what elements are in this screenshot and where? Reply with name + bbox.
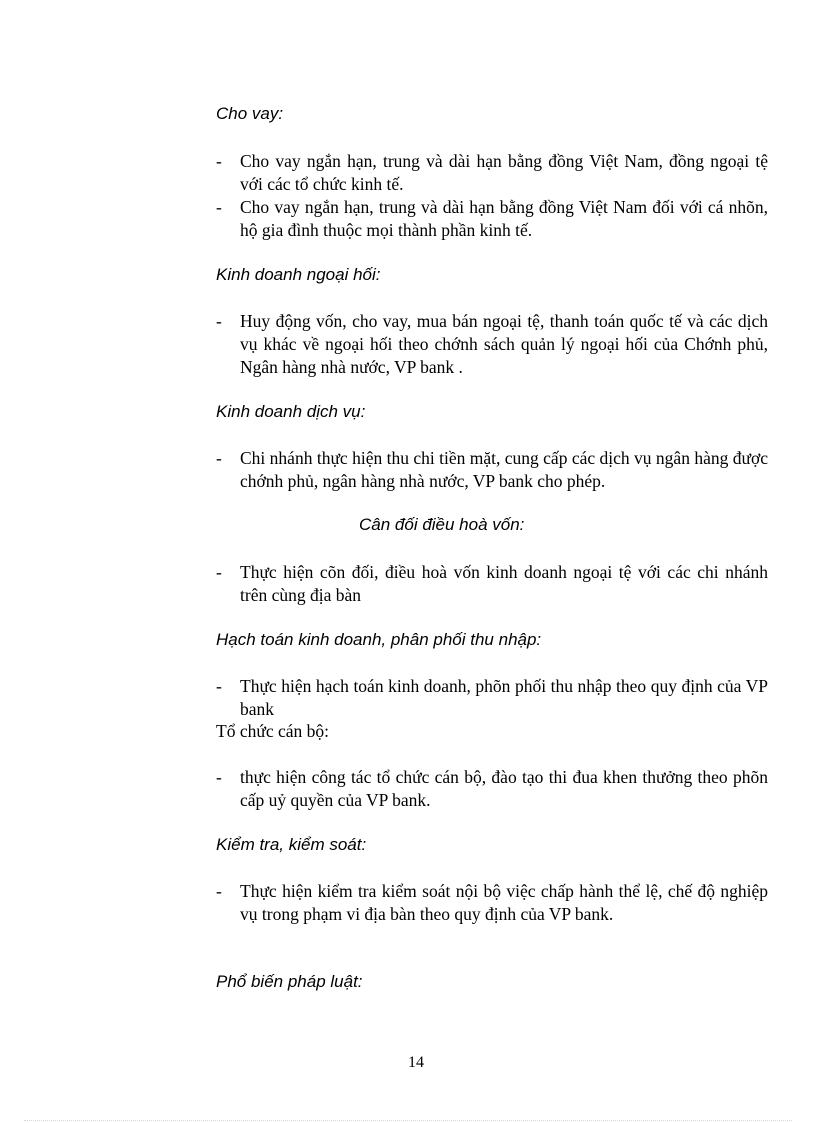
bullet-item-dich-vu-1 xyxy=(216,447,768,493)
bullet-text: thực hiện công tác tổ chức cán bộ, đào tạo thi đua khen thưởng theo phõn cấp uỷ quyền của VP bank. xyxy=(240,767,768,810)
bullet-text: Cho vay ngắn hạn, trung và dài hạn bằng đồng Việt Nam đối với cá nhõn, hộ gia đình thuộc mọi thành phần kinh tế. xyxy=(240,197,768,240)
bullet-dash: - xyxy=(216,197,222,217)
bullet-item-kiem-tra-1 xyxy=(216,880,768,926)
section-heading-to-chuc: Tổ chức cán bộ: xyxy=(216,721,329,741)
bullet-item-to-chuc-1 xyxy=(216,766,768,812)
bullet-text: Thực hiện hạch toán kinh doanh, phõn phối thu nhập theo quy định của VP bank xyxy=(240,676,768,719)
bullet-item-ngoai-hoi-1 xyxy=(216,310,768,379)
bullet-text: Thực hiện kiểm tra kiểm soát nội bộ việc chấp hành thể lệ, chế độ nghiệp vụ trong phạm vi địa bàn theo quy định của VP bank. xyxy=(240,881,768,924)
bullet-text: Chi nhánh thực hiện thu chi tiền mặt, cung cấp các dịch vụ ngân hàng được chớnh phủ, ngân hàng nhà nước, VP bank cho phép. xyxy=(240,448,768,491)
page-bottom-divider xyxy=(24,1120,792,1121)
bullet-dash: - xyxy=(216,448,222,468)
bullet-dash: - xyxy=(216,881,222,901)
bullet-text: Thực hiện cõn đối, điều hoà vốn kinh doanh ngoại tệ với các chi nhánh trên cùng địa bàn xyxy=(240,562,768,605)
bullet-dash: - xyxy=(216,311,222,331)
bullet-item-can-doi-1 xyxy=(216,561,768,607)
section-heading-hach-toan: Hạch toán kinh doanh, phân phối thu nhập: xyxy=(216,630,542,649)
page-number: 14 xyxy=(408,1054,424,1071)
bullet-dash: - xyxy=(216,676,222,696)
bullet-item-hach-toan-1 xyxy=(216,675,768,721)
bullet-text: Cho vay ngắn hạn, trung và dài hạn bằng đồng Việt Nam, đồng ngoại tệ với các tổ chức kinh tế. xyxy=(240,151,768,194)
section-heading-kiem-tra: Kiểm tra, kiểm soát: xyxy=(216,835,367,854)
bullet-dash: - xyxy=(216,151,222,171)
bullet-item-cho-vay-1 xyxy=(216,150,768,196)
bullet-dash: - xyxy=(216,562,222,582)
section-heading-dich-vu: Kinh doanh dịch vụ: xyxy=(216,402,366,421)
section-heading-cho-vay: Cho vay: xyxy=(216,104,284,123)
section-heading-can-doi: Cân đối điều hoà vốn: xyxy=(359,515,525,534)
bullet-text: Huy động vốn, cho vay, mua bán ngoại tệ, thanh toán quốc tế và các dịch vụ khác về ngoại hối theo chớnh sách quản lý ngoại hối của Chớnh phủ, Ngân hàng nhà nước, VP bank . xyxy=(240,311,768,377)
section-heading-pho-bien: Phổ biến pháp luật: xyxy=(216,972,363,991)
section-heading-ngoai-hoi: Kinh doanh ngoại hối: xyxy=(216,265,381,284)
bullet-item-cho-vay-2 xyxy=(216,196,768,242)
bullet-dash: - xyxy=(216,767,222,787)
